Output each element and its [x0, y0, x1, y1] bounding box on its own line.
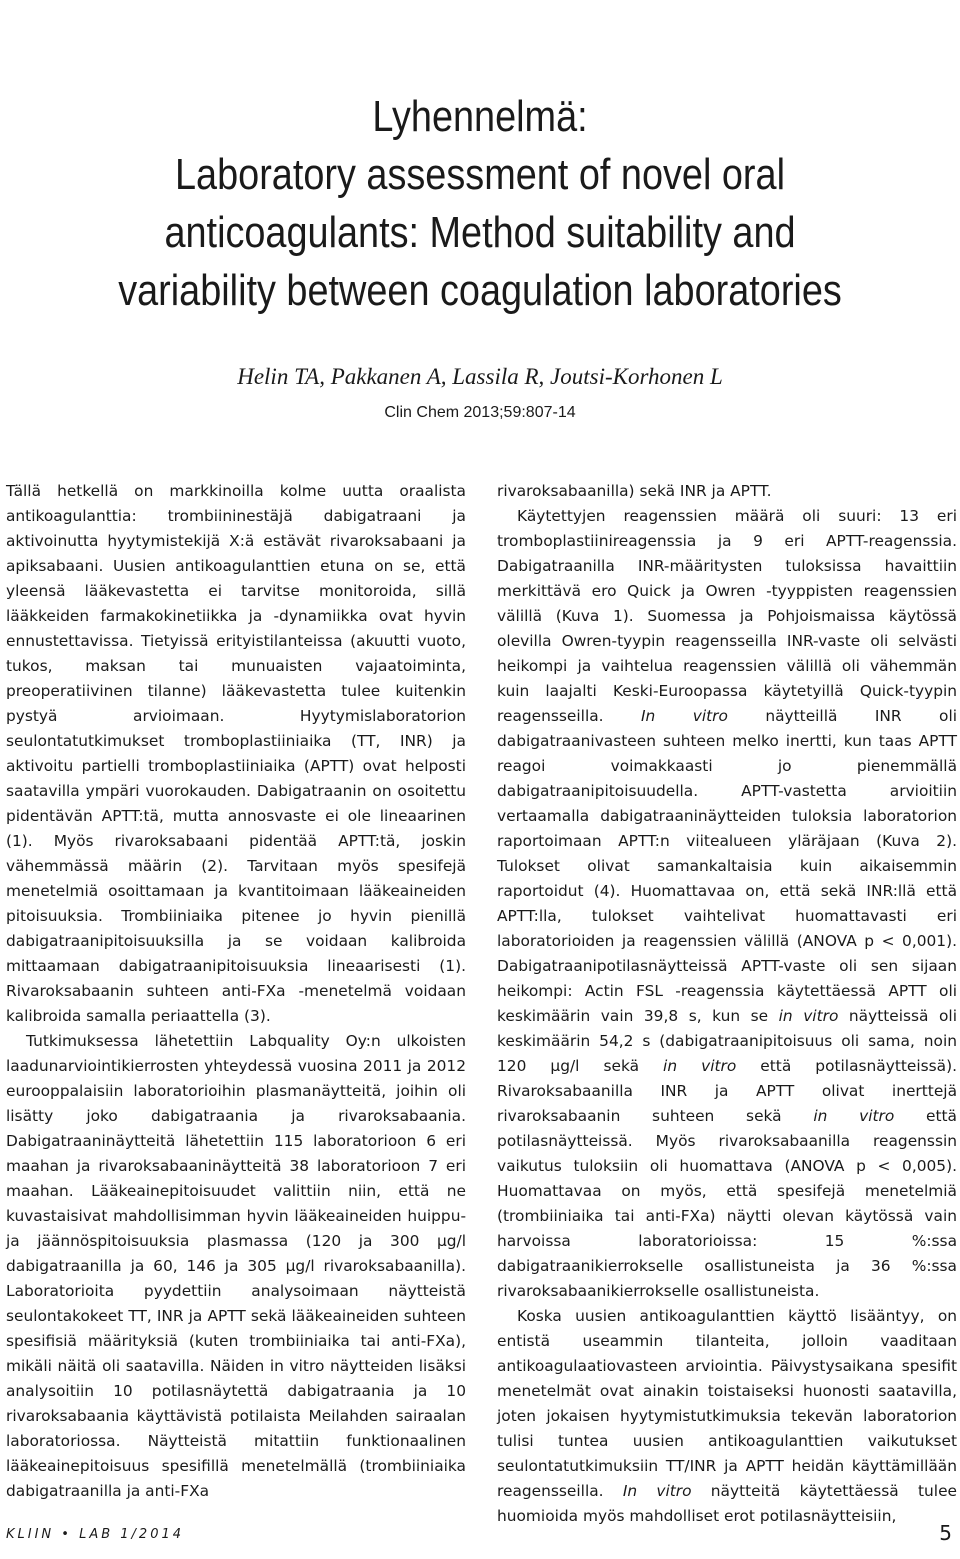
- journal-footer: KLIIN • LAB 1/2014: [6, 1527, 185, 1542]
- italic-run: in vitro: [663, 1057, 737, 1075]
- title-line-1: Lyhennelmä:: [372, 92, 588, 141]
- right-column: [497, 479, 957, 1529]
- right-paragraph-1: rivaroksabaanilla) sekä INR ja APTT.: [497, 482, 772, 500]
- text-run: näytteillä INR oli dabigatraanivasteen suhteen melko inertti, kun taas APTT reagoi voimakkaasti jo pienemmällä dabigatraanipitoisuudella. APTT-vastetta arvioitiin vertaamalla dabigatraaninäytteiden tuloksia laboratorion raportoimaan APTT:n viitealueen yläräjaan (Kuva 2). Tulokset olivat samankaltaisia kuin aikaisemmin raportoidut (4). Huomattavaa on, että sekä INR:llä että APTT:lla, tulokset vaihtelivat huomattavasti eri laboratorioiden ja reagenssien välillä (ANOVA p < 0,001). Dabigatraanipotilasnäytteissä APTT-vaste oli sen sijaan heikompi: Actin FSL -reagenssia käytettäessä APTT oli keskimäärin vain 39,8 s, kun se: [497, 707, 958, 1025]
- left-paragraph-2: Tutkimuksessa lähetettiin Labquality Oy:n ulkoisten laadunarviointikierrosten yhteydessä vuosina 2011 ja 2012 eurooppalaisiin laboratorioihin plasmanäytteitä, joihin oli lisätty joko dabigatraania ja rivaroksabaania. Dabigatraaninäytteitä lähetettiin 115 laboratorioon 6 eri maahan ja rivaroksabaaninäytteitä 38 laboratorioon 7 eri maahan. Lääkeainepitoisuudet valittiin niin, että ne kuvastaisivat mahdollisimman hyvin lääkeaineiden huippu- ja jäännöspitoisuuksia plasmassa (120 ja 300 µg/l dabigatraanilla ja 60, 146 ja 305 µg/l rivaroksabaanilla). Laboratorioita pyydettiin analysoimaan näytteistä seulontakokeet TT, INR ja APTT sekä lääkeaineiden suhteen spesifisiä määrityksiä (kuten trombiiniaika tai anti-FXa), mikäli näitä oli saatavilla. Näiden in vitro näytteiden lisäksi analysoitiin 10 potilasnäytettä dabigatraania ja 10 rivaroksabaania käyttävistä potilaista Meilahden sairaalan laboratoriossa. Näytteistä mitattiin funktionaalinen lääkeainepitoisuus spesifillä menetelmällä (trombiiniaika dabigatraanilla ja anti-FXa: [6, 1032, 466, 1500]
- italic-run: In vitro: [622, 1482, 692, 1500]
- left-paragraph-1: Tällä hetkellä on markkinoilla kolme uutta oraalista antikoagulanttia: trombiininestäjä dabigatraani ja aktivoinutta hyytymistekijä X:ä estävät rivaroksabaani ja apiksabaani. Uusien antikoagulanttien etuna on se, että yleensä lääkevastetta ei tarvitse monitoroida, sillä lääkkeiden farmakokinetiikka ja -dynamiikka ovat hyvin ennustettavissa. Tietyissä erityistilanteissa (akuutti vuoto, tukos, maksan tai munuaisten vajaatoiminta, preoperatiivinen tilanne) lääkevastetta tulee kuitenkin pystyä arvioimaan. Hyytymislaboratorion seulontatutkimukset tromboplastiiniaika (TT, INR) ja aktivoitu partielli tromboplastiiniaika (APTT) ovat helposti saatavilla ympäri vuorokauden. Dabigatraanin on osoitettu pidentävän APTT:tä, mutta annosvaste ei ole lineaarinen (1). Myös rivaroksabaani pidentää APTT:tä, joskin vähemmässä määrin (2). Tarvitaan myös spesifejä menetelmiä osoittamaan ja kvantitoimaan lääkeaineiden pitoisuuksia. Trombiiniaika pitenee jo hyvin pienillä dabigatraanipitoisuuksilla ja se voidaan kalibroida mittaamaan dabigatraanipitoisuuksia lineaarisesti (1). Rivaroksabaanin suhteen anti-FXa -menetelmä voidaan kalibroida samalla periaattella (3).: [6, 482, 466, 1025]
- italic-run: In vitro: [640, 707, 728, 725]
- title-line-4: variability between coagulation laboratories: [118, 266, 842, 315]
- title-line-2: Laboratory assessment of novel oral: [175, 150, 785, 199]
- citation-line: Clin Chem 2013;59:807-14: [384, 404, 576, 421]
- italic-run: in vitro: [813, 1107, 895, 1125]
- left-column: [6, 479, 466, 1504]
- page-number: 5: [939, 1521, 952, 1545]
- right-paragraph-2: [497, 504, 957, 1304]
- title-line-3: anticoagulants: Method suitability and: [164, 208, 796, 257]
- right-paragraph-3: [497, 1304, 957, 1529]
- text-run: Käytettyjen reagenssien määrä oli suuri: 13 eri tromboplastiinireagenssia ja 9 eri APTT-reagenssia. Dabigatraanilla INR-määritysten tuloksissa havaittiin merkittävä ero Quick ja Owren -tyyppisten reagenssien välillä (Kuva 1). Suomessa ja Pohjoismaissa käytössä olevilla Owren-tyypin reagensseilla INR-vaste oli selvästi heikompi ja vaihtelua reagenssien välillä oli vähemmän kuin laajalti Keski-Euroopassa käytetyillä Quick-tyypin reagensseilla.: [497, 507, 957, 725]
- text-run: näytteissä oli keskimäärin 54,2 s (dabigatraanipitoisuus oli sama, noin 120 µg/l sekä: [497, 1007, 957, 1075]
- text-run: Koska uusien antikoagulanttien käyttö lisääntyy, on entistä useammin tilanteita, jolloin vaaditaan antikoagulaatiovasteen arviointia. Päivystysaikana spesifit menetelmät ovat ainakin toistaiseksi huonosti saatavilla, joten jokaisen hyytymistutkimuksia tekevän laboratorion tulisi tuntea uusien antikoagulanttien vaikutukset seulontatutkimuksiin TT/INR ja APTT heidän käyttämillään reagensseilla.: [497, 1307, 957, 1500]
- authors-line: Helin TA, Pakkanen A, Lassila R, Joutsi-Korhonen L: [237, 364, 723, 389]
- text-run: että potilasnäytteissä). Rivaroksabaanilla INR ja APTT olivat inerttejä rivaroksabaanin suhteen sekä: [497, 1057, 958, 1125]
- text-run: että potilasnäytteissä. Myös rivaroksabaanilla reagenssin vaikutus tuloksiin oli huomattava (ANOVA p < 0,005). Huomattavaa on myös, että spesifejä menetelmiä (trombiiniaika tai anti-FXa) näytti olevan käytössä vain harvoissa laboratorioissa: 15 %:ssa dabigatraanikierrokselle osallistuneista ja 36 %:ssa rivaroksabaanikierrokselle osallistuneista.: [497, 1107, 957, 1300]
- article-title: [67, 88, 893, 320]
- text-run: näytteitä käytettäessä tulee huomioida myös mahdolliset erot potilasnäytteisiin,: [497, 1482, 958, 1525]
- italic-run: in vitro: [778, 1007, 839, 1025]
